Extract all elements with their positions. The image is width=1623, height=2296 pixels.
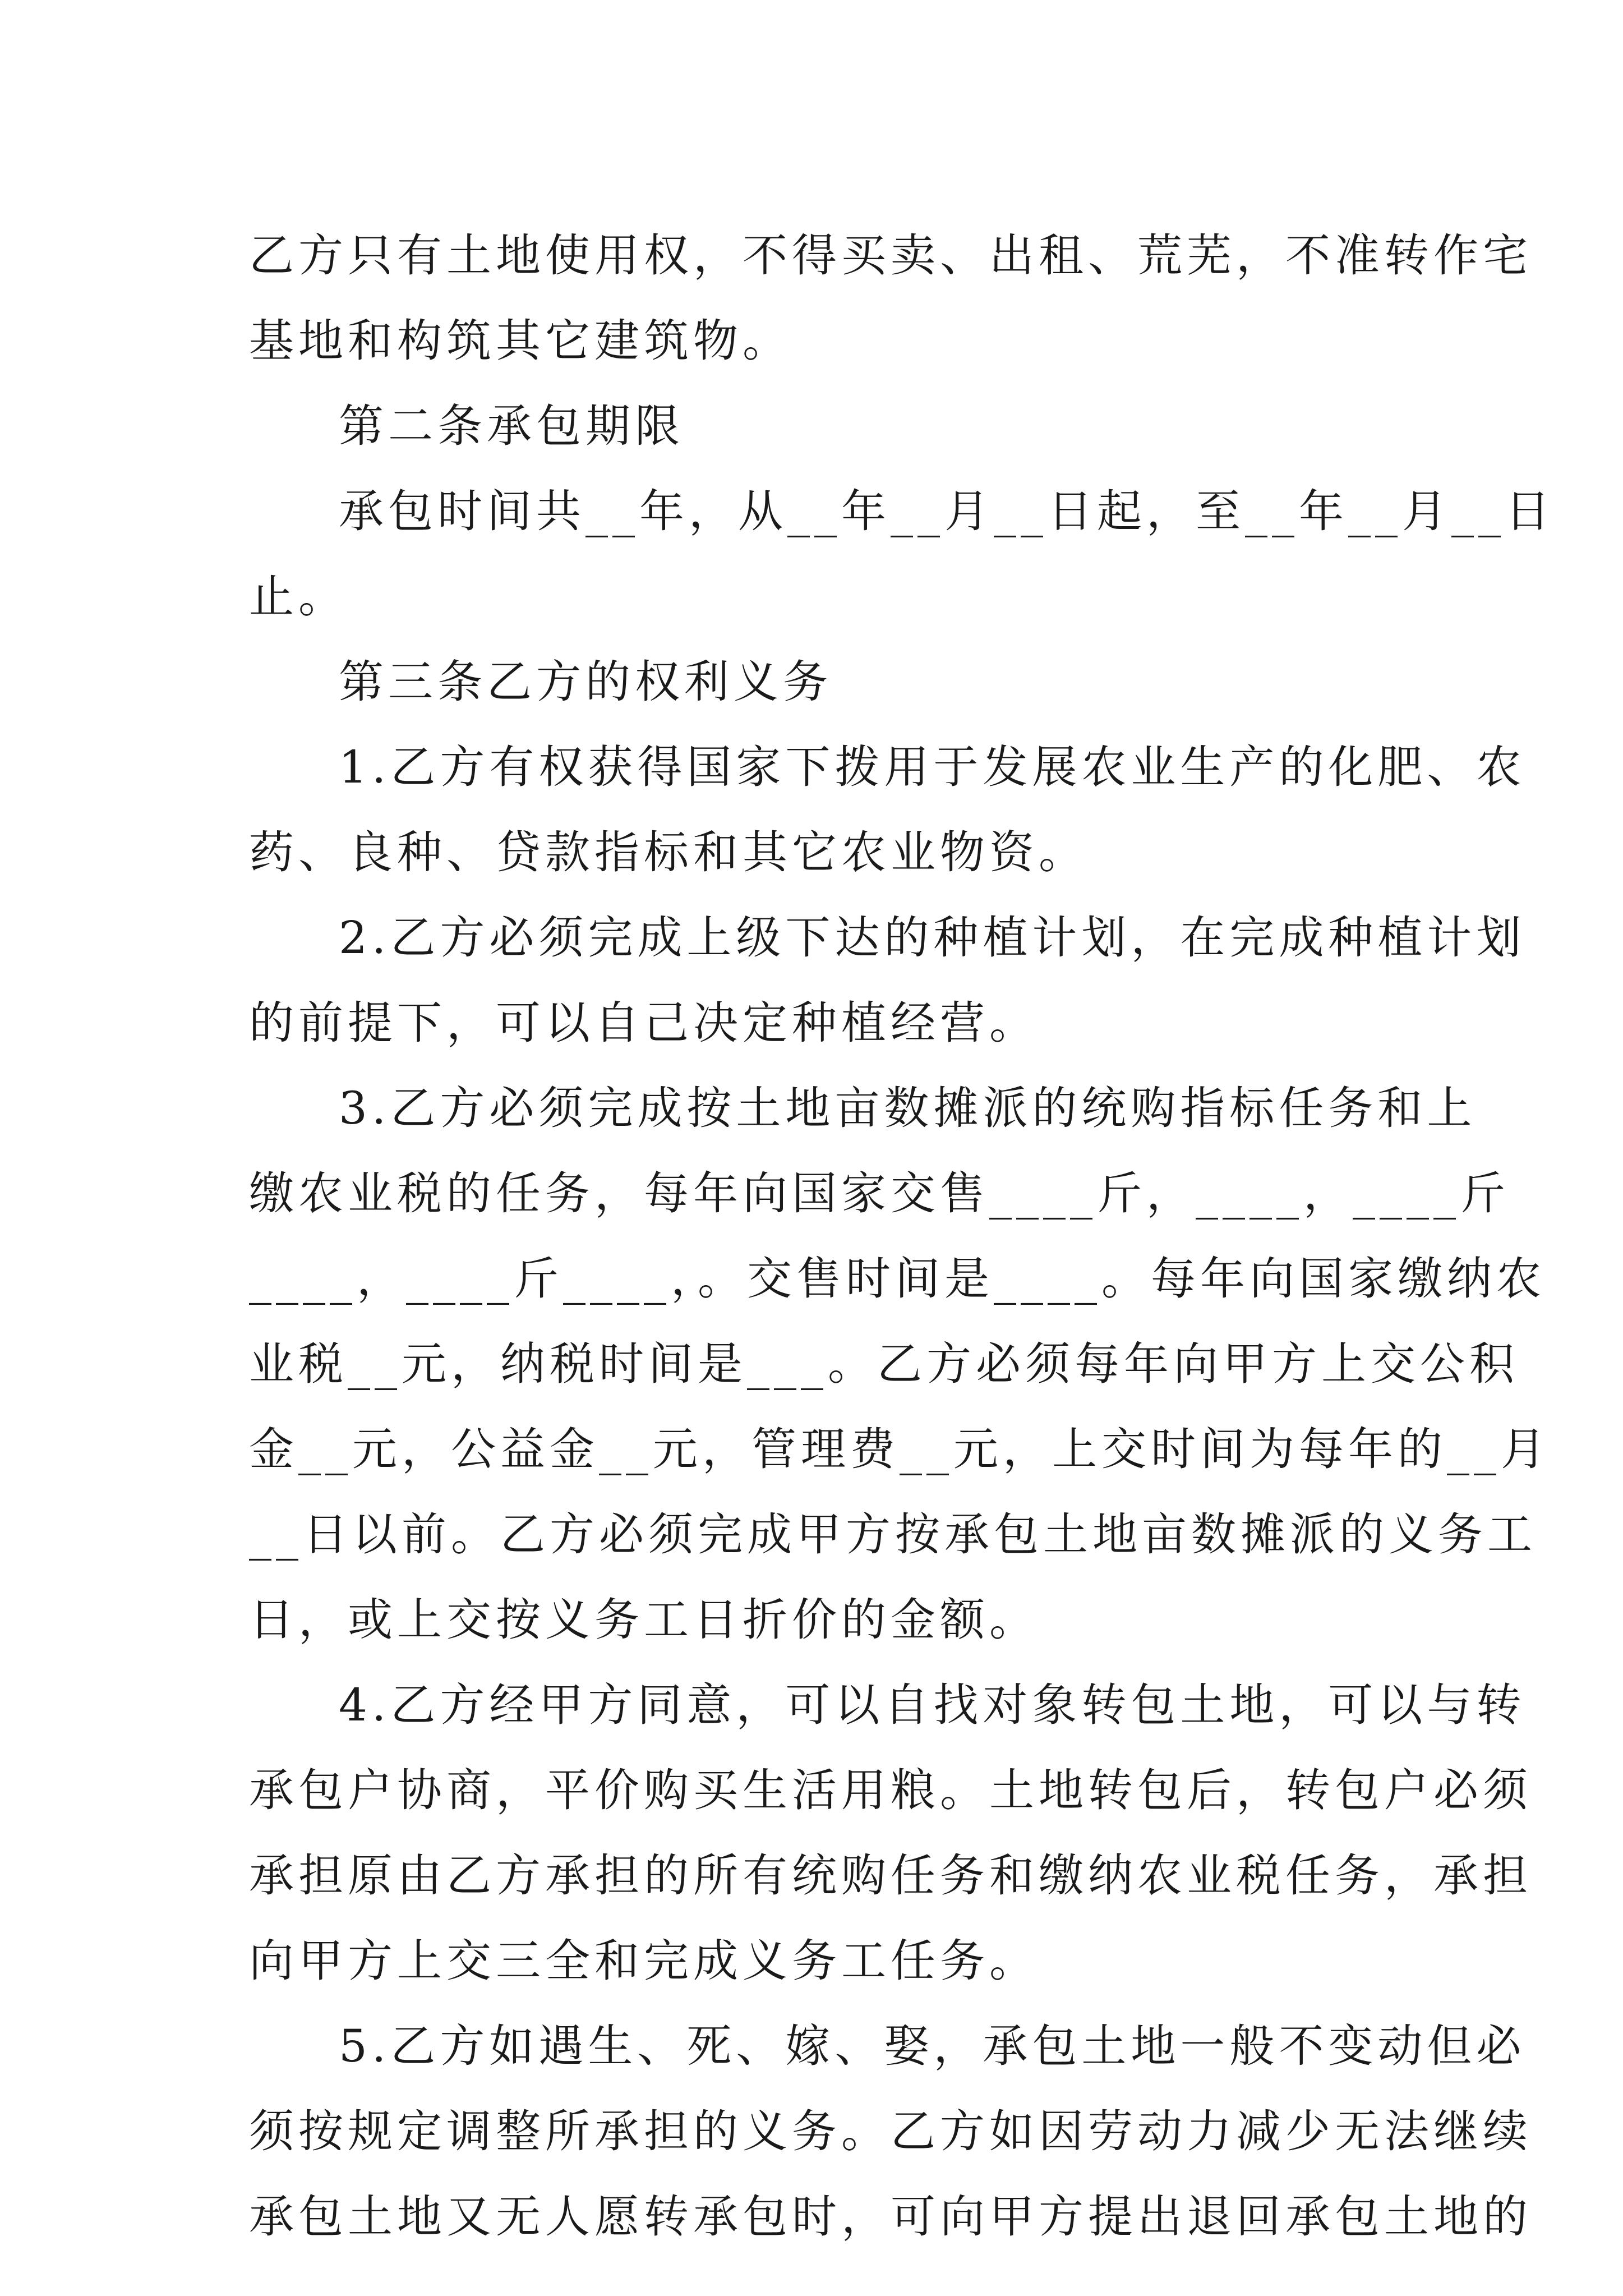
list-item-line: 1.乙方有权获得国家下拨用于发展农业生产的化肥、农 [339, 741, 1526, 793]
section-heading: 第三条乙方的权利义务 [339, 656, 832, 708]
list-item-line: 缴农业税的任务，每年向国家交售____斤，____，____斤 [249, 1167, 1510, 1220]
list-item-line: 3.乙方必须完成按土地亩数摊派的统购指标任务和上 [339, 1082, 1477, 1134]
list-item-line: __日以前。乙方必须完成甲方按承包土地亩数摊派的义务工 [249, 1508, 1537, 1561]
list-item-line: 药、良种、贷款指标和其它农业物资。 [249, 826, 1088, 878]
list-item-line: 日，或上交按义务工日折价的金额。 [249, 1594, 1039, 1646]
paragraph-line: 乙方只有土地使用权，不得买卖、出租、荒芜，不准转作宅 [249, 229, 1532, 282]
list-item-line: ____，____斤____，。交售时间是____。每年向国家缴纳农 [249, 1253, 1546, 1305]
list-item-line: 承包户协商，平价购买生活用粮。土地转包后，转包户必须 [249, 1764, 1532, 1816]
list-item-line: 2.乙方必须完成上级下达的种植计划，在完成种植计划 [339, 912, 1526, 964]
contract-body [249, 213, 1555, 2260]
list-item-line: 5.乙方如遇生、死、嫁、娶，承包土地一般不变动但必 [339, 2020, 1526, 2072]
list-item-line: 向甲方上交三全和完成义务工任务。 [249, 1935, 1039, 1987]
list-item-line: 承担原由乙方承担的所有统购任务和缴纳农业税任务，承担 [249, 1849, 1532, 1902]
paragraph-line: 基地和构筑其它建筑物。 [249, 315, 792, 367]
list-item-line: 业税__元，纳税时间是___。乙方必须每年向甲方上交公积 [249, 1338, 1519, 1390]
paragraph-line: 止。 [249, 570, 348, 623]
section-heading: 第二条承包期限 [339, 400, 684, 452]
paragraph-line: 承包时间共__年，从__年__月__日起，至__年__月__日 [339, 485, 1555, 537]
list-item-line: 的前提下，可以自己决定种植经营。 [249, 997, 1039, 1049]
list-item-line: 须按规定调整所承担的义务。乙方如因劳动力减少无法继续 [249, 2105, 1532, 2157]
list-item-line: 4.乙方经甲方同意，可以自找对象转包土地，可以与转 [339, 1679, 1526, 1731]
list-item-line: 承包土地又无人愿转承包时，可向甲方提出退回承包土地的 [249, 2191, 1532, 2243]
list-item-line: 金__元，公益金__元，管理费__元，上交时间为每年的__月 [249, 1423, 1550, 1475]
